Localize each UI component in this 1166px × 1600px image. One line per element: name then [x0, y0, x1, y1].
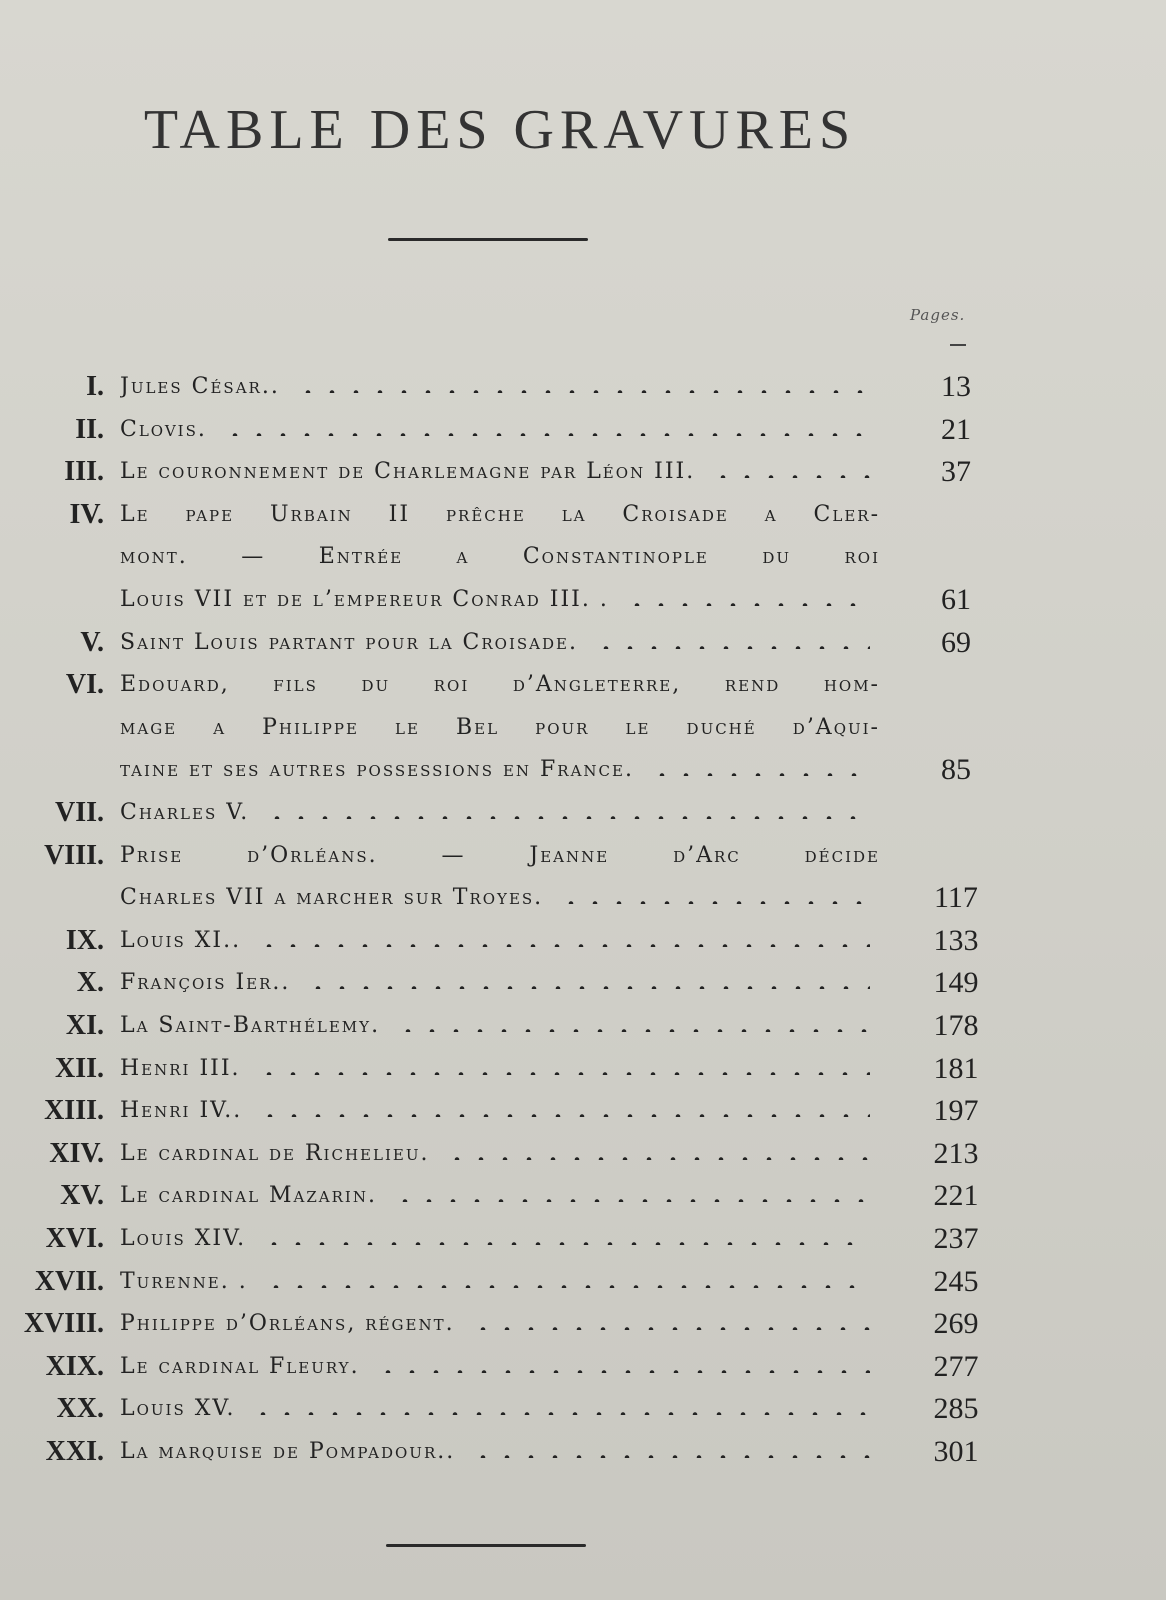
entry-number: XXI.: [45, 1436, 104, 1467]
entry-title: Saint Louis partant pour la Croisade.: [120, 630, 578, 655]
entry-title: Le cardinal Mazarin.: [120, 1183, 377, 1208]
dot-leader: [264, 1285, 870, 1288]
entry-title: La Saint-Barthélemy.: [120, 1013, 381, 1038]
entry-title: Henri III.: [120, 1056, 241, 1081]
dot-leader: [393, 1199, 870, 1202]
toc-row: [0, 1431, 1166, 1473]
dot-leader: [306, 986, 870, 989]
entry-number: I.: [86, 371, 104, 402]
entry-number: X.: [76, 967, 104, 998]
pages-column-heading: Pages.: [910, 306, 966, 324]
toc-row: [0, 1090, 1166, 1132]
pages-heading-dash: [950, 344, 966, 346]
entry-page-number: 237: [933, 1222, 979, 1255]
toc-row: [0, 409, 1166, 451]
closing-rule: [386, 1544, 586, 1547]
toc-row: [0, 494, 1166, 536]
entry-number: VII.: [54, 797, 104, 828]
entry-number: XI.: [65, 1010, 104, 1041]
entry-page-number: 13: [941, 370, 971, 403]
entry-title: Philippe d’Orléans, régent.: [120, 1311, 455, 1336]
entry-page-number: 213: [933, 1137, 979, 1170]
entry-page-number: 181: [933, 1052, 979, 1085]
toc-row: [0, 366, 1166, 408]
dot-leader: [376, 1370, 870, 1373]
entry-page-number: 117: [934, 881, 978, 914]
entry-title: Le cardinal de Richelieu.: [120, 1141, 430, 1166]
entry-page-number: 245: [933, 1265, 979, 1298]
entry-title: Edouard, fils du roi d’Angleterre, rend hom-: [120, 672, 880, 697]
entry-page-number: 69: [941, 626, 971, 659]
dot-leader: [258, 1114, 870, 1117]
entry-title: Le pape Urbain II prêche la Croisade a Cler-: [120, 502, 880, 527]
toc-row: [0, 451, 1166, 493]
entry-page-number: 301: [933, 1435, 979, 1468]
entry-title: mont. — Entrée a Constantinople du roi: [120, 544, 880, 569]
entry-page-number: 221: [933, 1179, 979, 1212]
dot-leader: [223, 433, 870, 436]
toc-row: [0, 749, 1166, 791]
toc-row: [0, 1048, 1166, 1090]
entry-title: François Ier..: [120, 970, 291, 995]
dot-leader: [594, 646, 870, 649]
entry-title: Henri IV..: [120, 1098, 243, 1123]
entry-page-number: 285: [933, 1392, 979, 1425]
toc-row: [0, 1388, 1166, 1430]
entry-page-number: 277: [933, 1350, 979, 1383]
entry-number: XVII.: [34, 1266, 104, 1297]
entry-number: XII.: [54, 1053, 104, 1084]
entry-number: IV.: [69, 499, 104, 530]
entry-title: Louis XI..: [120, 928, 242, 953]
entry-number: XIII.: [44, 1095, 104, 1126]
dot-leader: [257, 944, 870, 947]
toc-row: [0, 835, 1166, 877]
dot-leader: [257, 1072, 870, 1075]
entry-title: La marquise de Pompadour..: [120, 1439, 456, 1464]
toc-row: [0, 1218, 1166, 1260]
toc-row: [0, 664, 1166, 706]
entry-page-number: 149: [933, 966, 979, 999]
entry-number: VI.: [65, 669, 104, 700]
entry-number: II.: [75, 414, 104, 445]
toc-row: [0, 707, 1166, 749]
toc-row: [0, 1133, 1166, 1175]
toc-row: [0, 1005, 1166, 1047]
entry-page-number: 269: [933, 1307, 979, 1340]
entry-title: Jules César..: [120, 374, 280, 399]
entry-title: taine et ses autres possessions en France.: [120, 757, 634, 782]
entry-title: Louis XV.: [120, 1396, 236, 1421]
entry-number: VIII.: [44, 840, 104, 871]
entry-number: XX.: [56, 1393, 104, 1424]
entry-page-number: 85: [941, 753, 971, 786]
entry-title: Turenne. .: [120, 1269, 248, 1294]
dot-leader: [445, 1157, 870, 1160]
title-rule: [388, 238, 588, 241]
toc-row: [0, 1261, 1166, 1303]
toc-row: [0, 877, 1166, 919]
entry-title: Louis VII et de l’empereur Conrad III. .: [120, 587, 609, 612]
toc-row: [0, 1175, 1166, 1217]
entry-title: Clovis.: [120, 417, 207, 442]
dot-leader: [396, 1029, 870, 1032]
toc-row: [0, 920, 1166, 962]
entry-title: mage a Philippe le Bel pour le duché d’Aqui-: [120, 715, 880, 740]
entry-number: IX.: [65, 925, 104, 956]
toc-row: [0, 622, 1166, 664]
toc-row: [0, 1346, 1166, 1388]
entry-page-number: 178: [933, 1009, 979, 1042]
dot-leader: [471, 1455, 870, 1458]
dot-leader: [262, 1242, 870, 1245]
dot-leader: [265, 816, 870, 819]
entry-title: Louis XIV.: [120, 1226, 247, 1251]
entry-title: Charles V.: [120, 800, 250, 825]
toc-row: [0, 536, 1166, 578]
entry-number: XIV.: [49, 1138, 104, 1169]
toc-row: [0, 792, 1166, 834]
entry-number: XV.: [60, 1180, 104, 1211]
entry-number: XVIII.: [23, 1308, 104, 1339]
entry-number: V.: [80, 627, 104, 658]
entry-page-number: 133: [933, 924, 979, 957]
toc-row: [0, 962, 1166, 1004]
entry-title: Prise d’Orléans. — Jeanne d’Arc décide: [120, 843, 880, 868]
entry-number: XIX.: [45, 1351, 104, 1382]
dot-leader: [650, 773, 870, 776]
dot-leader: [559, 901, 870, 904]
entry-page-number: 21: [941, 413, 971, 446]
toc-row: [0, 1303, 1166, 1345]
entry-page-number: 61: [941, 583, 971, 616]
entry-number: XVI.: [45, 1223, 104, 1254]
dot-leader: [711, 475, 870, 478]
dot-leader: [296, 390, 870, 393]
dot-leader: [251, 1412, 870, 1415]
entry-title: Charles VII a marcher sur Troyes.: [120, 885, 544, 910]
dot-leader: [625, 603, 870, 606]
toc-row: [0, 579, 1166, 621]
entry-page-number: 197: [933, 1094, 979, 1127]
dot-leader: [471, 1327, 870, 1330]
page-title: TABLE DES GRAVURES: [143, 99, 857, 161]
entry-page-number: 37: [941, 455, 971, 488]
entry-title: Le couronnement de Charlemagne par Léon III.: [120, 459, 696, 484]
entry-title: Le cardinal Fleury.: [120, 1354, 360, 1379]
entry-number: III.: [64, 456, 104, 487]
